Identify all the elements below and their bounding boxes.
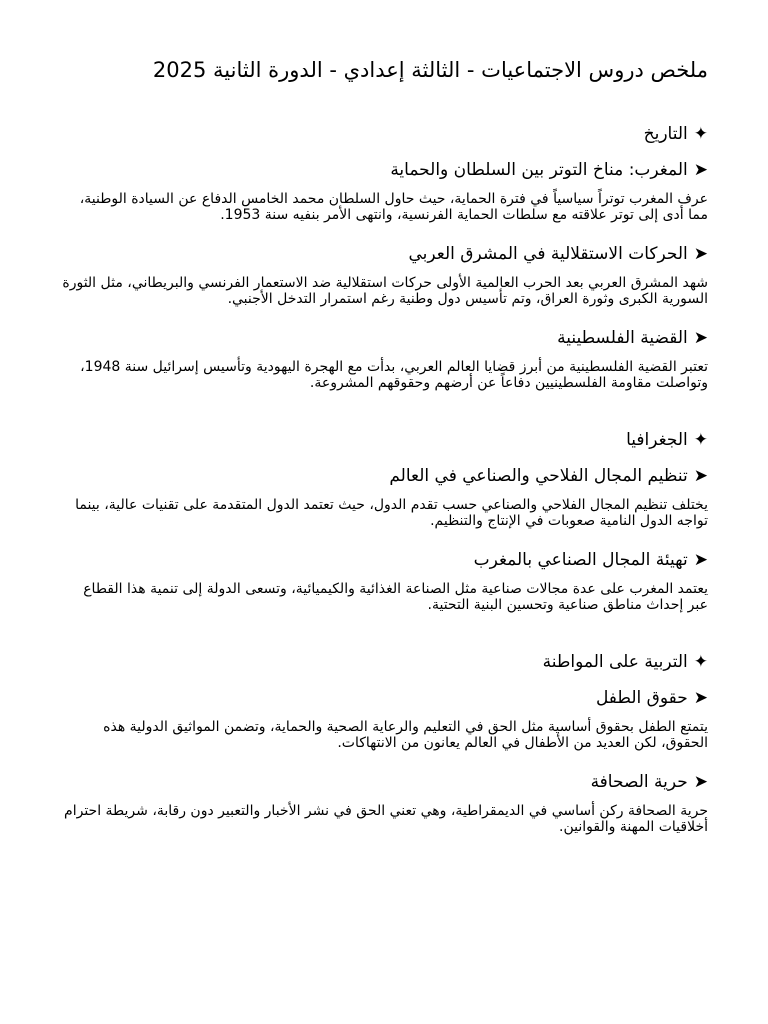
- section-citizenship: [60, 651, 708, 835]
- arrow-icon: ➤: [693, 244, 708, 264]
- topic: [60, 687, 708, 751]
- topic-text: يعتمد المغرب على عدة مجالات صناعية مثل الصناعة الغذائية والكيميائية، وتسعى الدولة إلى تنمية هذا القطاع عبر إحداث مناطق صناعية وتحسين البنية التحتية.: [83, 581, 708, 613]
- arrow-icon: ➤: [693, 466, 708, 486]
- arrow-icon: ➤: [693, 328, 708, 348]
- topic-heading-label: تنظيم المجال الفلاحي والصناعي في العالم: [389, 466, 688, 486]
- topic-heading: [60, 327, 708, 349]
- topic-text: تعتبر القضية الفلسطينية من أبرز قضايا العالم العربي، بدأت مع الهجرة اليهودية وتأسيس إسرائيل سنة 1948، وتواصلت مقاومة الفلسطينيين دفاعاً عن أرضهم وحقوقهم المشروعة.: [80, 359, 708, 391]
- topic-heading-label: المغرب: مناخ التوتر بين السلطان والحماية: [390, 160, 688, 180]
- topic: [60, 327, 708, 391]
- topic: [60, 159, 708, 223]
- topic-text: عرف المغرب توتراً سياسياً في فترة الحماية، حيث حاول السلطان محمد الخامس الدفاع عن السيادة الوطنية، مما أدى إلى توتر علاقته مع سلطات الحماية الفرنسية، وانتهى الأمر بنفيه سنة 1953.: [79, 191, 708, 223]
- topic-heading: [60, 159, 708, 181]
- topic: [60, 771, 708, 835]
- topic-text: يختلف تنظيم المجال الفلاحي والصناعي حسب تقدم الدول، حيث تعتمد الدول المتقدمة على تقنيات عالية، بينما تواجه الدول النامية صعوبات في الإنتاج والتنظيم.: [75, 497, 708, 529]
- section-heading-label: الجغرافيا: [626, 430, 688, 450]
- topic: [60, 465, 708, 529]
- arrow-icon: ➤: [693, 688, 708, 708]
- topic: [60, 243, 708, 307]
- topic-heading: [60, 465, 708, 487]
- topic-text: حرية الصحافة ركن أساسي في الديمقراطية، وهي تعني الحق في نشر الأخبار والتعبير دون رقابة، شريطة احترام أخلاقيات المهنة والقوانين.: [64, 803, 708, 835]
- topic-heading: [60, 687, 708, 709]
- topic-heading: [60, 243, 708, 265]
- arrow-icon: ➤: [693, 772, 708, 792]
- topic-heading: [60, 549, 708, 571]
- topic: [60, 549, 708, 613]
- section-heading: [60, 651, 708, 673]
- topic-heading-label: حرية الصحافة: [590, 772, 688, 792]
- section-heading-label: التاريخ: [643, 124, 688, 144]
- topic-heading-label: تهيئة المجال الصناعي بالمغرب: [473, 550, 688, 570]
- document-page: [60, 56, 708, 835]
- topic-heading-label: الحركات الاستقلالية في المشرق العربي: [408, 244, 688, 264]
- section-geography: [60, 429, 708, 613]
- sparkle-icon: ✦: [693, 124, 708, 144]
- topic-heading: [60, 771, 708, 793]
- sparkle-icon: ✦: [693, 652, 708, 672]
- topic-heading-label: حقوق الطفل: [595, 688, 688, 708]
- arrow-icon: ➤: [693, 160, 708, 180]
- section-heading-label: التربية على المواطنة: [542, 652, 688, 672]
- section-heading: [60, 429, 708, 451]
- arrow-icon: ➤: [693, 550, 708, 570]
- topic-text: شهد المشرق العربي بعد الحرب العالمية الأولى حركات استقلالية ضد الاستعمار الفرنسي والبريطاني، مثل الثورة السورية الكبرى وثورة العراق، وتم تأسيس دول وطنية رغم استمرار التدخل الأجنبي.: [62, 275, 708, 307]
- section-history: [60, 123, 708, 391]
- sparkle-icon: ✦: [693, 430, 708, 450]
- topic-text: يتمتع الطفل بحقوق أساسية مثل الحق في التعليم والرعاية الصحية والحماية، وتضمن المواثيق الدولية هذه الحقوق، لكن العديد من الأطفال في العالم يعانون من الانتهاكات.: [103, 719, 708, 751]
- document-title: ملخص دروس الاجتماعيات - الثالثة إعدادي - الدورة الثانية 2025: [152, 58, 708, 82]
- topic-heading-label: القضية الفلسطينية: [557, 328, 688, 348]
- section-heading: [60, 123, 708, 145]
